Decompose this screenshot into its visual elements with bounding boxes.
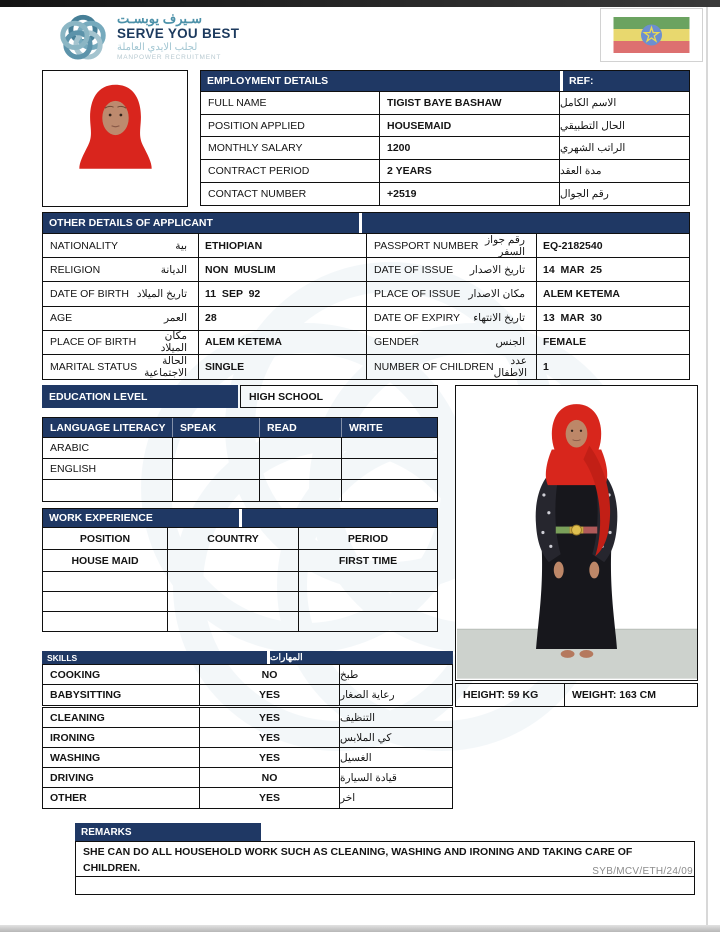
field-label-cell: [43, 282, 199, 305]
field-arabic-label: الاسم الكامل: [560, 96, 617, 109]
field-label-cell: [43, 331, 199, 354]
skill-label: IRONING: [43, 728, 200, 747]
field-value: ALEM KETEMA: [199, 331, 367, 354]
skill-value: YES: [200, 708, 340, 727]
field-label: CONTRACT PERIOD: [201, 160, 380, 182]
skill-arabic-label: التنظيف: [340, 711, 376, 724]
field-label: PLACE OF ISSUE: [374, 287, 461, 300]
write-cell: [342, 459, 437, 479]
field-arabic-label: الراتب الشهري: [560, 142, 626, 155]
field-label-cell: [43, 355, 199, 379]
header-filler: [362, 213, 689, 233]
remarks-empty-row: [75, 876, 695, 895]
field-label-cell: [43, 258, 199, 281]
skills-table-top: [42, 664, 453, 706]
skill-row: [43, 748, 452, 768]
applicant-portrait-photo: [42, 70, 188, 207]
field-label: DATE OF BIRTH: [50, 287, 129, 300]
employment-row: [201, 160, 689, 183]
field-label-cell: [43, 307, 199, 330]
column-header: COUNTRY: [168, 528, 299, 549]
field-label: NATIONALITY: [50, 239, 119, 252]
skills-table-bottom: [42, 707, 453, 809]
education-level-label: EDUCATION LEVEL: [42, 385, 238, 408]
field-label: AGE: [50, 312, 73, 325]
company-name-arabic: سـيرف يوبسـت: [117, 11, 203, 26]
skill-row: [43, 685, 452, 705]
field-arabic-label: بية: [175, 239, 187, 252]
field-arabic-label: الحالة الاجتماعية: [144, 355, 187, 380]
ref-label: REF:: [563, 71, 689, 91]
position-cell: [43, 592, 168, 611]
skill-arabic-label: قيادة السيارة: [340, 771, 397, 784]
field-label-cell: [367, 331, 537, 354]
field-arabic-label: الديانة: [160, 263, 187, 276]
field-value: HOUSEMAID: [380, 115, 560, 137]
skill-label: COOKING: [43, 665, 200, 684]
field-label-cell: [367, 282, 537, 305]
field-label: GENDER: [374, 336, 419, 349]
field-arabic-label: مدة العقد: [560, 164, 602, 177]
column-header: LANGUAGE LITERACY: [43, 418, 173, 437]
skill-row: [43, 768, 452, 788]
employment-details-table: [200, 70, 690, 206]
language-name: [43, 480, 173, 501]
skill-label: BABYSITTING: [43, 685, 200, 705]
other-details-table: [42, 212, 690, 380]
field-value: 2 YEARS: [380, 160, 560, 182]
speak-cell: [173, 459, 260, 479]
field-value: 1: [543, 361, 549, 374]
speak-cell: [173, 438, 260, 458]
period-cell: [299, 612, 437, 631]
skill-row: [43, 728, 452, 748]
field-label: MONTHLY SALARY: [201, 137, 380, 159]
company-tagline: MANPOWER RECRUITMENT: [117, 54, 222, 62]
field-arabic-label: مكان الاصدار: [468, 287, 525, 300]
country-cell: [168, 572, 299, 591]
field-value: 1200: [380, 137, 560, 159]
field-label: POSITION APPLIED: [201, 115, 380, 137]
country-cell: [168, 612, 299, 631]
read-cell: [260, 480, 342, 501]
skill-value: NO: [200, 665, 340, 684]
field-value: FEMALE: [543, 336, 587, 349]
employment-row: [201, 115, 689, 138]
employment-row: [201, 183, 689, 206]
field-label-cell: [367, 234, 537, 257]
work-row: [43, 549, 437, 571]
company-name: SERVE YOU BEST: [117, 25, 240, 41]
read-cell: [260, 438, 342, 458]
skills-header: [42, 651, 453, 664]
period-cell: FIRST TIME: [338, 554, 398, 567]
skill-arabic-label: رعاية الصغار: [340, 689, 395, 701]
field-arabic-label: رقم جواز السفر: [485, 234, 525, 258]
work-row: [43, 611, 437, 631]
column-header: PERIOD: [347, 532, 389, 545]
header-filler: [242, 509, 437, 527]
field-label-cell: [367, 307, 537, 330]
work-experience-title: WORK EXPERIENCE: [43, 509, 239, 527]
field-arabic-label: تاريخ الاصدار: [469, 263, 525, 276]
skill-label: OTHER: [43, 788, 200, 808]
column-header: SPEAK: [173, 418, 260, 437]
other-details-row: [43, 307, 689, 331]
company-logo-icon: [56, 11, 110, 65]
remarks-text-box: SHE CAN DO ALL HOUSEHOLD WORK SUCH AS CLEANING, WASHING AND IRONING AND TAKING CARE OF CHILDREN.: [75, 841, 695, 877]
skill-value: YES: [200, 788, 340, 808]
skill-arabic-label: طبخ: [340, 668, 359, 681]
skill-arabic-label: كي الملابس: [340, 731, 392, 744]
scan-bottom-edge: [0, 925, 720, 932]
skill-row: [43, 708, 452, 728]
employment-row: [201, 92, 689, 115]
field-label: FULL NAME: [201, 92, 380, 114]
other-details-row: [43, 282, 689, 306]
field-label: PASSPORT NUMBER: [374, 239, 479, 252]
other-details-row: [43, 258, 689, 282]
other-details-header: [43, 213, 689, 234]
period-cell: [299, 592, 437, 611]
write-cell: [342, 438, 437, 458]
scan-top-edge: [0, 0, 720, 7]
company-logo-text: [117, 12, 239, 62]
scan-right-edge: [706, 7, 708, 925]
portrait-figure: [44, 71, 187, 205]
column-header: POSITION: [43, 528, 168, 549]
field-label-cell: [43, 234, 199, 257]
read-cell: [260, 459, 342, 479]
other-details-row: [43, 355, 689, 379]
field-label: NUMBER OF CHILDREN: [374, 361, 494, 374]
field-label: DATE OF EXPIRY: [374, 312, 460, 325]
skill-value: YES: [200, 685, 340, 705]
field-value: ETHIOPIAN: [199, 234, 367, 257]
field-arabic-label: الجنس: [495, 336, 525, 349]
work-row: [43, 571, 437, 591]
field-arabic-label: العمر: [163, 312, 187, 325]
document-reference-code: SYB/MCV/ETH/24/09: [592, 866, 693, 877]
field-value: EQ-2182540: [543, 239, 603, 252]
employment-details-header: [201, 71, 689, 92]
field-arabic-label: تاريخ الانتهاء: [473, 312, 525, 325]
skill-label: WASHING: [43, 748, 200, 767]
position-cell: [43, 572, 168, 591]
other-details-row: [43, 331, 689, 355]
skills-title-arabic: المهارات: [270, 651, 453, 664]
field-arabic-label: مكان الميلاد: [160, 330, 187, 354]
work-experience-header: [43, 509, 437, 527]
field-value: ALEM KETEMA: [543, 287, 620, 300]
skill-value: NO: [200, 768, 340, 787]
field-value: 14 MAR 25: [543, 263, 602, 276]
language-literacy-header: [43, 418, 437, 438]
column-header: READ: [260, 418, 342, 437]
field-label: PLACE OF BIRTH: [50, 336, 137, 349]
company-tagline-arabic: لجلب الايدي العاملة: [117, 41, 198, 53]
other-details-row: [43, 234, 689, 258]
field-arabic-label: عدد الاطفال: [493, 355, 527, 380]
language-row: [43, 480, 437, 501]
other-details-title: OTHER DETAILS OF APPLICANT: [43, 213, 359, 233]
employment-row: [201, 137, 689, 160]
field-label: DATE OF ISSUE: [374, 263, 454, 276]
employment-details-title: EMPLOYMENT DETAILS: [201, 71, 560, 91]
skill-arabic-label: الغسيل: [340, 751, 372, 764]
height-value: HEIGHT: 59 KG: [456, 684, 565, 706]
skill-value: YES: [200, 748, 340, 767]
field-label-cell: [367, 258, 537, 281]
speak-cell: [173, 480, 260, 501]
skill-label: DRIVING: [43, 768, 200, 787]
position-cell: [43, 612, 168, 631]
skill-arabic-label: اخر: [340, 792, 356, 804]
ethiopia-flag-box: [600, 8, 703, 62]
skills-title: SKILLS: [42, 651, 267, 664]
field-value: 11 SEP 92: [199, 282, 367, 305]
country-cell: [168, 550, 299, 571]
field-arabic-label: الحال التطبيقي: [560, 119, 625, 132]
position-cell: HOUSE MAID: [43, 550, 168, 571]
field-arabic-label: تاريخ الميلاد: [136, 287, 187, 300]
field-label: RELIGION: [50, 263, 101, 276]
language-name: ENGLISH: [43, 459, 173, 479]
weight-value: WEIGHT: 163 CM: [572, 689, 657, 701]
education-level-value: HIGH SCHOOL: [240, 385, 438, 408]
language-row: [43, 438, 437, 459]
write-cell: [342, 480, 437, 501]
column-header: WRITE: [349, 421, 383, 434]
skill-row: [43, 788, 452, 808]
applicant-fullbody-photo: [455, 385, 698, 681]
period-cell: [299, 572, 437, 591]
work-column-headers: [43, 527, 437, 549]
field-value: +2519: [380, 183, 560, 206]
field-value: TIGIST BAYE BASHAW: [380, 92, 560, 114]
language-name: ARABIC: [43, 438, 173, 458]
height-weight-row: [455, 683, 698, 707]
remarks-title: REMARKS: [75, 823, 261, 841]
work-experience-table: [42, 508, 438, 632]
field-value: 28: [199, 307, 367, 330]
skill-row: [43, 665, 452, 685]
country-cell: [168, 592, 299, 611]
skill-label: CLEANING: [43, 708, 200, 727]
field-value: SINGLE: [199, 355, 367, 379]
fullbody-figure: [457, 386, 697, 679]
ethiopia-flag-icon: [613, 17, 690, 53]
field-value: 13 MAR 30: [543, 312, 602, 325]
field-label-cell: [367, 355, 537, 379]
skill-value: YES: [200, 728, 340, 747]
field-arabic-label: رقم الجوال: [560, 188, 609, 201]
work-row: [43, 591, 437, 611]
field-label: CONTACT NUMBER: [201, 183, 380, 206]
language-row: [43, 459, 437, 480]
field-value: NON MUSLIM: [199, 258, 367, 281]
language-literacy-table: [42, 417, 438, 502]
field-label: MARITAL STATUS: [50, 361, 138, 374]
